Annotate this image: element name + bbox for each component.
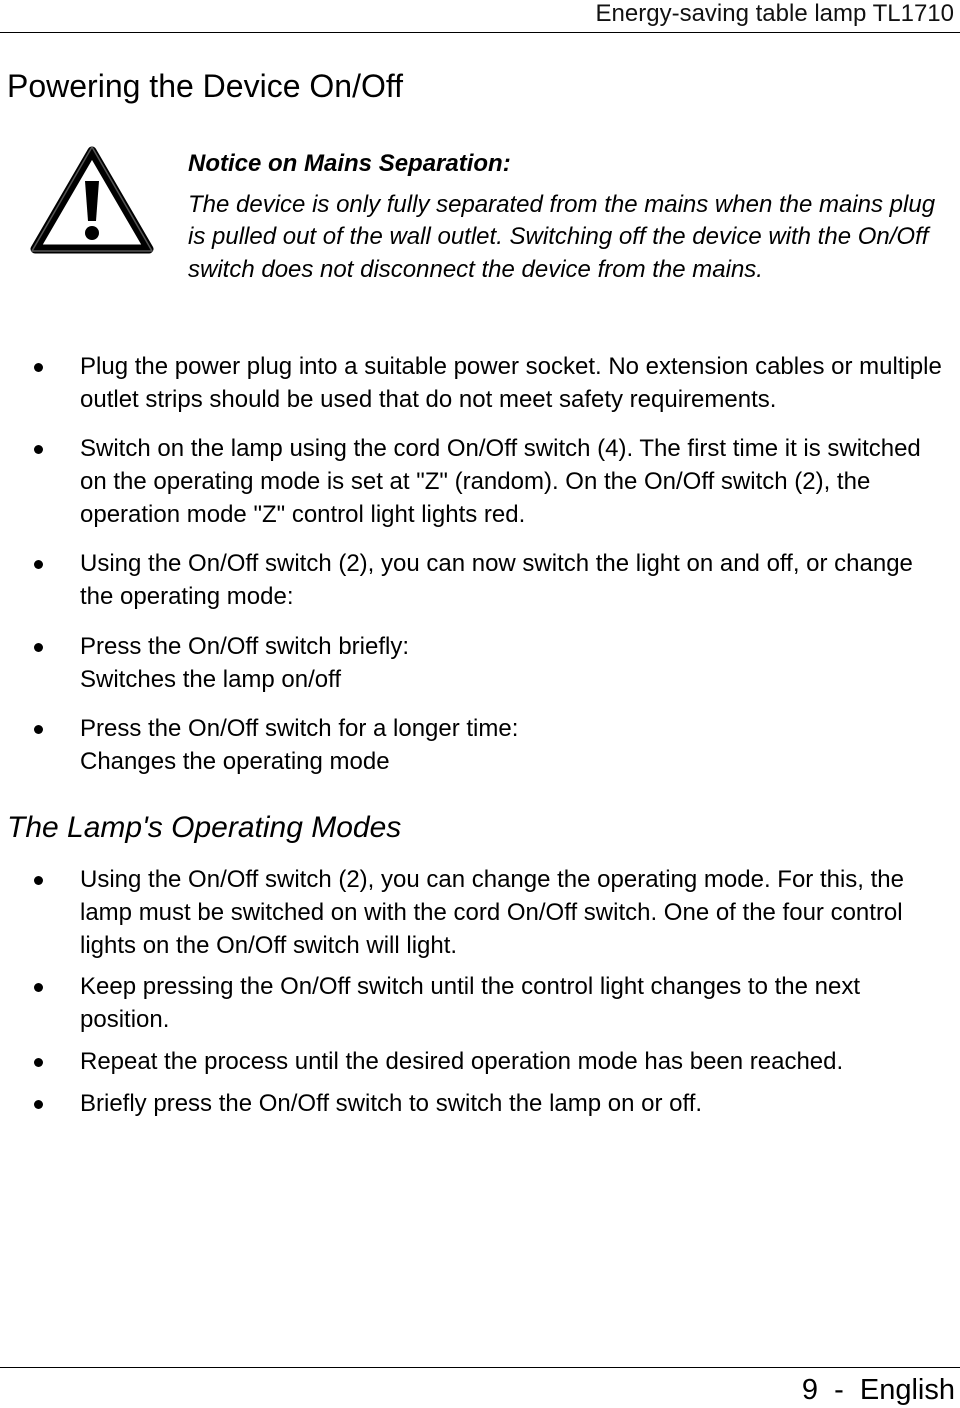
notice-title: Notice on Mains Separation:: [188, 150, 511, 177]
list-item-text: Keep pressing the On/Off switch until the control light changes to the next position.: [80, 973, 861, 1033]
bullet-icon: [34, 1100, 43, 1109]
list-item-text: Plug the power plug into a suitable power socket. No extension cables or multiple outlet strips should be used that do not meet safety requirements.: [80, 353, 942, 413]
header-title: Energy-saving table lamp TL1710: [595, 0, 954, 27]
bullet-icon: [34, 876, 43, 885]
list-item-text: Using the On/Off switch (2), you can change the operating mode. For this, the lamp must be switched on with the cord On/Off switch. One of the four control lights on the On/Off switch will light.: [80, 866, 904, 959]
bullet-icon: [34, 983, 43, 992]
list-item-text: Using the On/Off switch (2), you can now switch the light on and off, or change the operating mode:: [80, 550, 913, 610]
warning-triangle-icon: [30, 145, 154, 255]
header-divider: [0, 32, 960, 33]
subsection-title: The Lamp's Operating Modes: [7, 811, 402, 844]
bullet-icon: [34, 643, 43, 652]
bullet-icon: [34, 725, 43, 734]
bullet-icon: [34, 445, 43, 454]
list-item-text: Press the On/Off switch briefly: Switches the lamp on/off: [80, 633, 410, 693]
mains-separation-notice: [188, 148, 958, 286]
list-item-text: Briefly press the On/Off switch to switch the lamp on or off.: [80, 1090, 703, 1117]
bullet-icon: [34, 363, 43, 372]
notice-body: The device is only fully separated from the mains when the mains plug is pulled out of the wall outlet. Switching off the device with the On/Off switch does not disconnect the device from the mains.: [188, 190, 936, 283]
list-item-text: Repeat the process until the desired operation mode has been reached.: [80, 1048, 844, 1075]
page-number: 9 - English: [801, 1374, 955, 1406]
footer-divider: [0, 1367, 960, 1368]
bullet-icon: [34, 1058, 43, 1067]
bullet-icon: [34, 560, 43, 569]
list-item-text: Press the On/Off switch for a longer time: Changes the operating mode: [80, 715, 519, 775]
section-title: Powering the Device On/Off: [7, 68, 404, 104]
list-item-text: Switch on the lamp using the cord On/Off switch (4). The first time it is switched on the operating mode is set at "Z" (random). On the On/Off switch (2), the operation mode "Z" control light lights red.: [80, 435, 921, 528]
